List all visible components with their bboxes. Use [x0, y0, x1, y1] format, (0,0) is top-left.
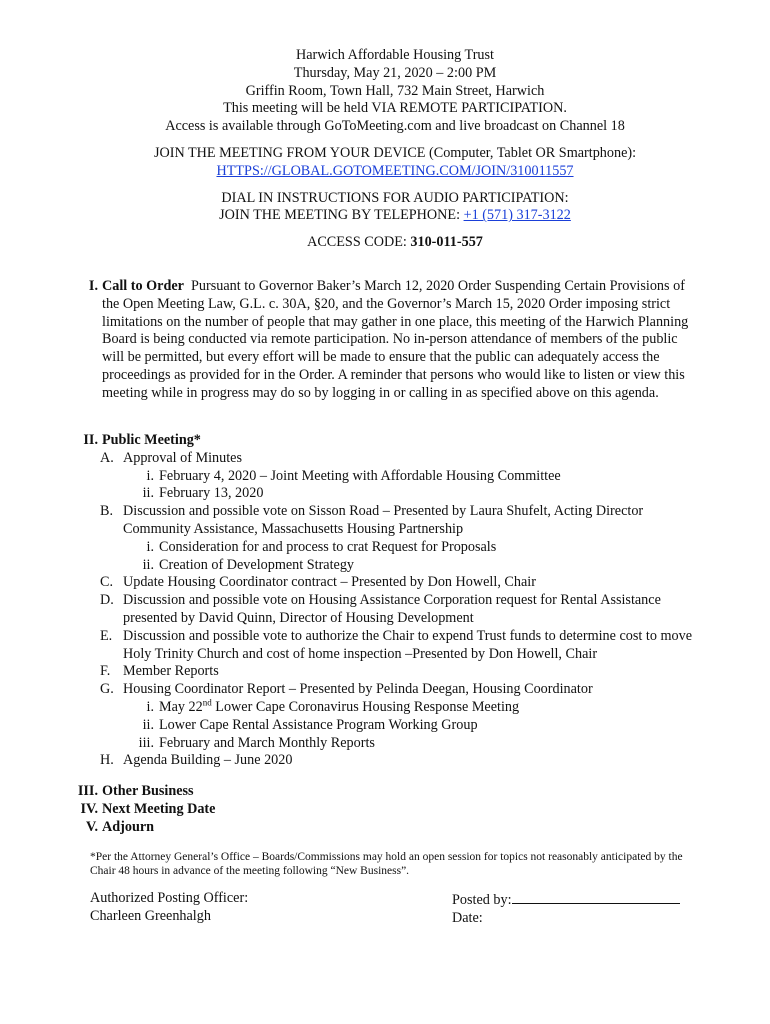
access-code-value: 310-011-557 — [410, 234, 483, 251]
section-numeral: II. — [83, 432, 98, 448]
section-title: Public Meeting* — [102, 432, 201, 448]
agenda-subitem: ii. Creation of Development Strategy — [142, 556, 355, 573]
meeting-datetime: Thursday, May 21, 2020 – 2:00 PM — [293, 64, 497, 81]
access-note: Access is available through GoToMeeting.com and live broadcast on Channel 18 — [165, 118, 625, 135]
section-title: Adjourn — [102, 819, 155, 835]
posted-by-line — [452, 890, 752, 910]
officer-name: Charleen Greenhalgh — [90, 907, 211, 924]
section-title: Other Business — [102, 783, 194, 799]
join-device-text: JOIN THE MEETING FROM YOUR DEVICE (Computer, Tablet OR Smartphone): — [153, 144, 637, 161]
access-code-line — [100, 234, 690, 252]
section-numeral: IV. — [80, 801, 98, 817]
meeting-header — [100, 47, 690, 252]
remote-note: This meeting will be held VIA REMOTE PARTICIPATION. — [223, 100, 567, 117]
section-numeral: III. — [77, 783, 98, 799]
footnote: *Per the Attorney General’s Office – Boards/Commissions may hold an open session for topics not reasonably anticipated by the Chair 48 hours in advance of the meeting following “New Business”. — [90, 851, 683, 877]
agenda-subitem: ii. Lower Cape Rental Assistance Program Working Group — [142, 716, 478, 733]
section-title: Next Meeting Date — [102, 801, 216, 817]
agenda-item-f: F. Member Reports — [100, 663, 219, 680]
agenda-item-d: D. Discussion and possible vote on Housing Assistance Corporation request for Rental Assistance presented by David Quinn, Director of Housing Development — [100, 592, 661, 626]
section-numeral: V. — [86, 819, 98, 835]
join-phone-label: JOIN THE MEETING BY TELEPHONE: — [219, 207, 464, 224]
posting-officer-block — [90, 890, 390, 926]
section-numeral: I. — [88, 278, 98, 294]
section-title: Call to Order — [102, 278, 184, 294]
access-code-label: ACCESS CODE: — [307, 234, 411, 251]
meeting-location: Griffin Room, Town Hall, 732 Main Street, Harwich — [245, 82, 545, 99]
posted-by-label: Posted by: — [452, 892, 512, 908]
call-to-order-text: Pursuant to Governor Baker’s March 12, 2020 Order Suspending Certain Provisions of the Open Meeting Law, G.L. c. 30A, §20, and the Governor’s March 15, 2020 Order imposing strict limitations on the number of people that may gather in one place, this meeting of the Harwich Planning Board is being conducted via remote participation. No in-person attendance of members of the public will be permitted, but every effort will be made to ensure that the public can adequately access the proceedings as provided for in the Order. A reminder that persons who would like to listen or view this meeting while in progress may do so by logging in or calling in as specified above on this agenda. — [102, 278, 689, 401]
posted-by-blank — [512, 890, 680, 904]
date-label: Date: — [452, 909, 483, 926]
agenda-item-a: A. Approval of Minutes — [100, 449, 243, 466]
join-url-link[interactable]: HTTPS://GLOBAL.GOTOMEETING.COM/JOIN/310011557 — [216, 162, 574, 179]
agenda-item-g: G. Housing Coordinator Report – Presented by Pelinda Deegan, Housing Coordinator — [100, 681, 593, 698]
join-phone-line — [100, 207, 690, 225]
agenda-item-c: C. Update Housing Coordinator contract – Presented by Don Howell, Chair — [100, 574, 536, 591]
agenda-item-b: B. Discussion and possible vote on Sisson Road – Presented by Laura Shufelt, Acting Director Community Assistance, Massachusetts Housing Partnership — [100, 503, 644, 537]
agenda-item-e: E. Discussion and possible vote to authorize the Chair to expend Trust funds to determine cost to move Holy Trinity Church and cost of home inspection –Presented by Don Howell, Chair — [100, 627, 692, 662]
agenda-subitem: iii. February and March Monthly Reports — [138, 734, 375, 751]
officer-label: Authorized Posting Officer: — [90, 890, 249, 906]
agenda-subitem: ii. February 13, 2020 — [142, 485, 264, 502]
agenda-subitem: i. Consideration for and process to crat Request for Proposals — [146, 538, 497, 555]
agenda-item-h: H. Agenda Building – June 2020 — [100, 752, 293, 769]
posted-by-block — [452, 890, 752, 928]
agenda-subitem: i. May 22nd Lower Cape Coronavirus Housing Response Meeting — [146, 697, 520, 715]
agenda-subitem: i. February 4, 2020 – Joint Meeting with Affordable Housing Committee — [146, 467, 561, 484]
org-name: Harwich Affordable Housing Trust — [296, 47, 494, 63]
join-phone-link[interactable]: +1 (571) 317-3122 — [463, 207, 571, 224]
dial-heading: DIAL IN INSTRUCTIONS FOR AUDIO PARTICIPATION: — [221, 189, 569, 206]
